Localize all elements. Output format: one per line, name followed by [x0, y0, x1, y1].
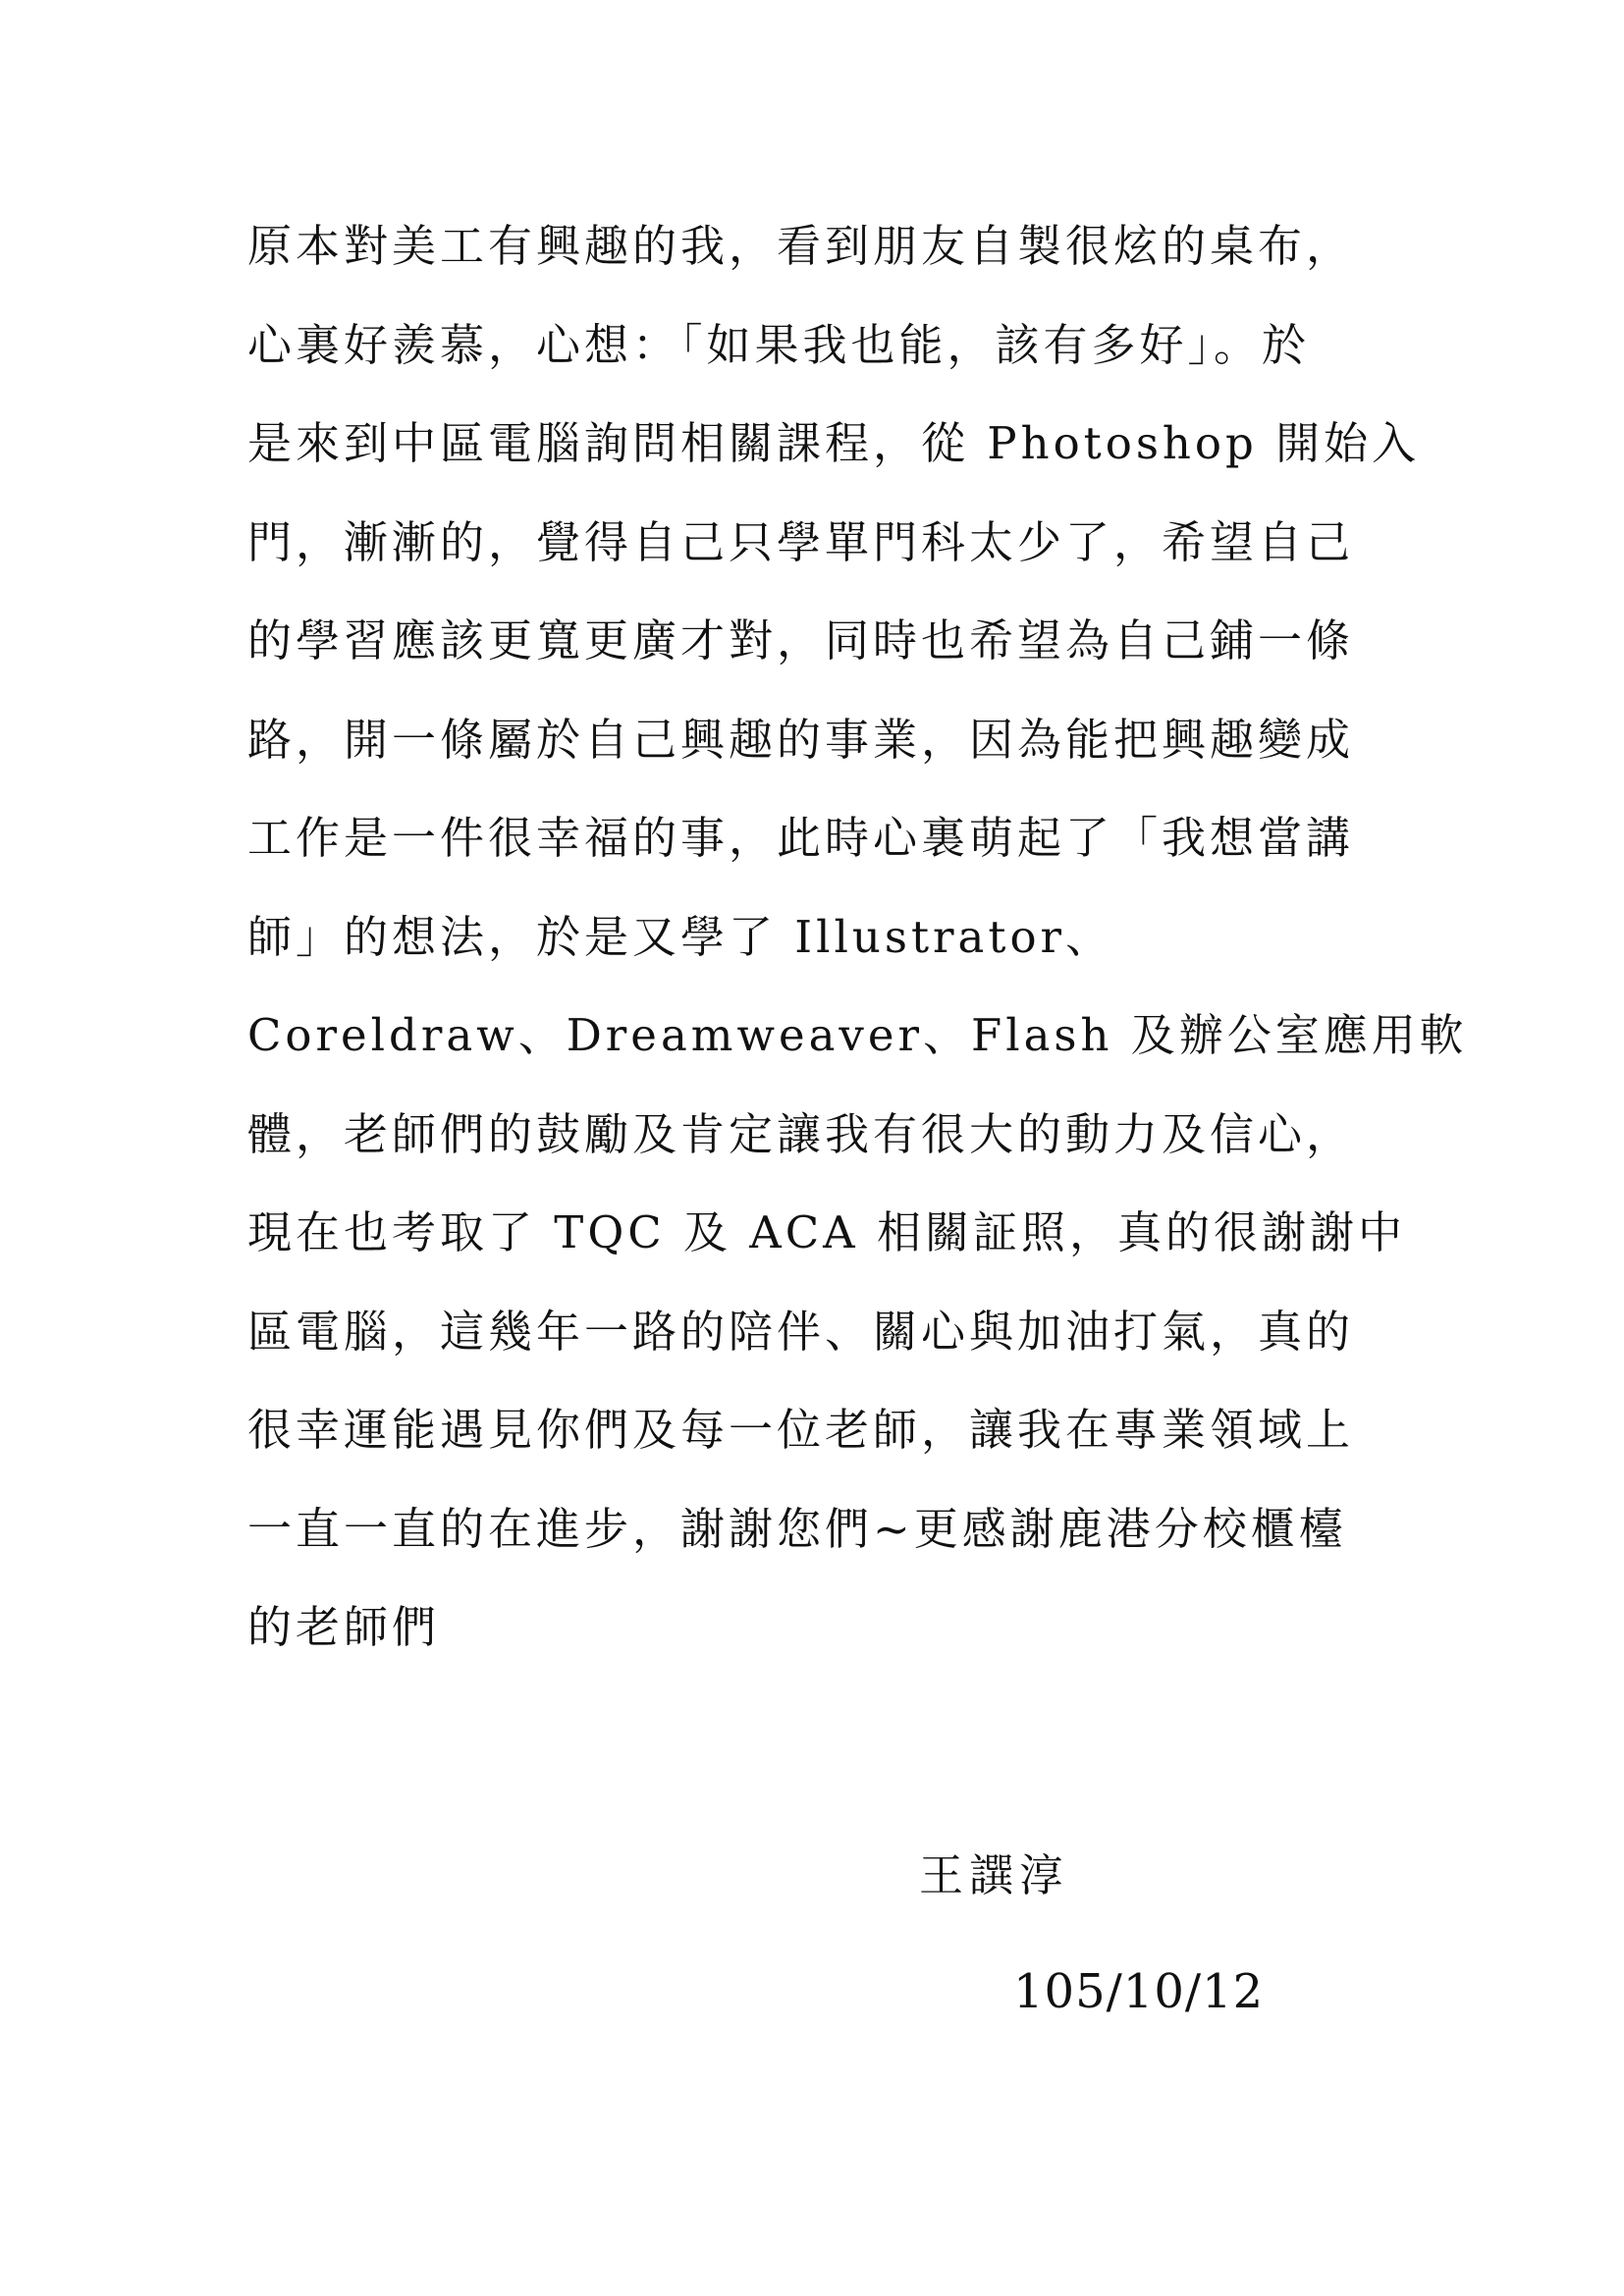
- letter-line: 現在也考取了 TQC 及 ACA 相關証照，真的很謝謝中: [247, 1206, 1406, 1258]
- letter-line: 區電腦，這幾年一路的陪伴、關心與加油打氣，真的: [247, 1305, 1355, 1358]
- letter-line: 原本對美工有興趣的我，看到朋友自製很炫的桌布，: [247, 220, 1355, 272]
- letter-line: 很幸運能遇見你們及每一位老師，讓我在專業領域上: [247, 1404, 1355, 1456]
- letter-line: 門，漸漸的，覺得自己只學單門科太少了，希望自己: [247, 515, 1355, 568]
- signature-name: 王譔淳: [919, 1849, 1070, 1901]
- letter-line: 體，老師們的鼓勵及肯定讓我有很大的動力及信心，: [247, 1107, 1355, 1160]
- letter-date: 105/10/12: [1013, 1964, 1265, 2019]
- letter-body: [247, 216, 1468, 1696]
- letter-line: 一直一直的在進步，謝謝您們~更感謝鹿港分校櫃檯: [247, 1502, 1347, 1555]
- letter-line: 路，開一條屬於自己興趣的事業，因為能把興趣變成: [247, 713, 1355, 766]
- letter-line: 師」的想法，於是又學了 Illustrator、: [247, 910, 1114, 963]
- letter-line: 心裏好羨慕，心想：「如果我也能，該有多好」。於: [247, 318, 1311, 371]
- letter-line: Coreldraw、Dreamweaver、Flash 及辦公室應用軟: [247, 1009, 1468, 1061]
- letter-line: 的老師們: [247, 1601, 441, 1653]
- letter-line: 工作是一件很幸福的事，此時心裏萌起了「我想當講: [247, 812, 1355, 864]
- letter-line: 的學習應該更寬更廣才對，同時也希望為自己鋪一條: [247, 614, 1355, 667]
- letter-line: 是來到中區電腦詢問相關課程，從 Photoshop 開始入: [247, 417, 1421, 469]
